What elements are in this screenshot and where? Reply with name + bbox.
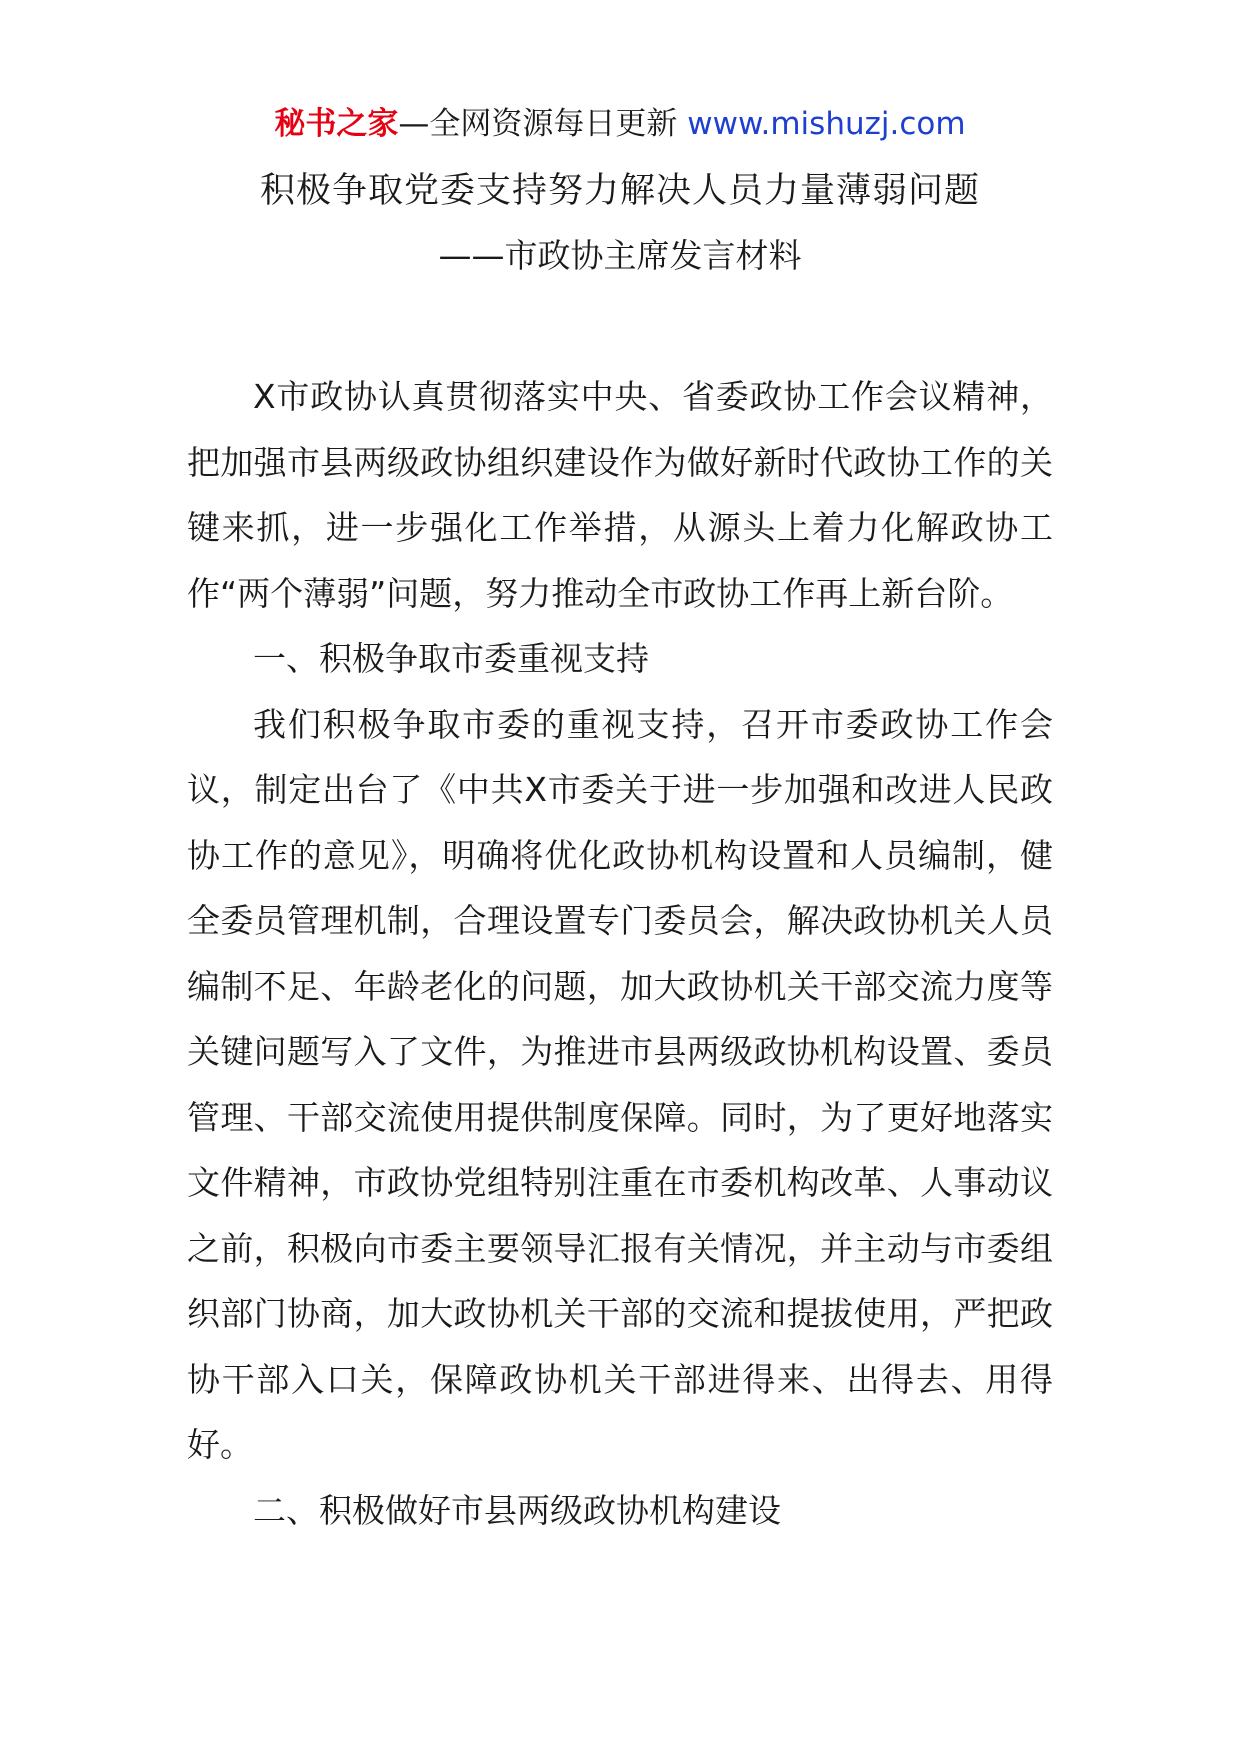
site-header [0,104,1240,144]
document-body [187,364,1053,1543]
site-brand: 秘书之家 [274,106,399,142]
section-1-paragraph: 我们积极争取市委的重视支持，召开市委政协工作会议，制定出台了《中共X市委关于进一步加强和改进人民政协工作的意见》，明确将优化政协机构设置和人员编制，健全委员管理机制，合理设置专门委员会，解决政协机关人员编制不足、年龄老化的问题，加大政协机关干部交流力度等关键问题写入了文件，为推进市县两级政协机构设置、委员管理、干部交流使用提供制度保障。同时，为了更好地落实文件精神，市政协党组特别注重在市委机构改革、人事动议之前，积极向市委主要领导汇报有关情况，并主动与市委组织部门协商，加大政协机关干部的交流和提拔使用，严把政协干部入口关，保障政协机关干部进得来、出得去、用得好。 [187,704,1053,1464]
section-heading-1: 一、积极争取市委重视支持 [253,639,649,678]
intro-paragraph: X市政协认真贯彻落实中央、省委政协工作会议精神，把加强市县两级政协组织建设作为做好新时代政协工作的关键来抓，进一步强化工作举措，从源头上着力化解政协工作“两个薄弱”问题，努力推动全市政协工作再上新台阶。 [187,377,1053,613]
document-title: 积极争取党委支持努力解决人员力量薄弱问题 [259,171,980,211]
section-heading-2: 二、积极做好市县两级政协机构建设 [253,1490,781,1530]
site-url-link[interactable]: www.mishuzj.com [687,106,966,142]
document-subtitle: ——市政协主席发言材料 [438,236,802,275]
site-tagline: —全网资源每日更新 [398,106,678,142]
